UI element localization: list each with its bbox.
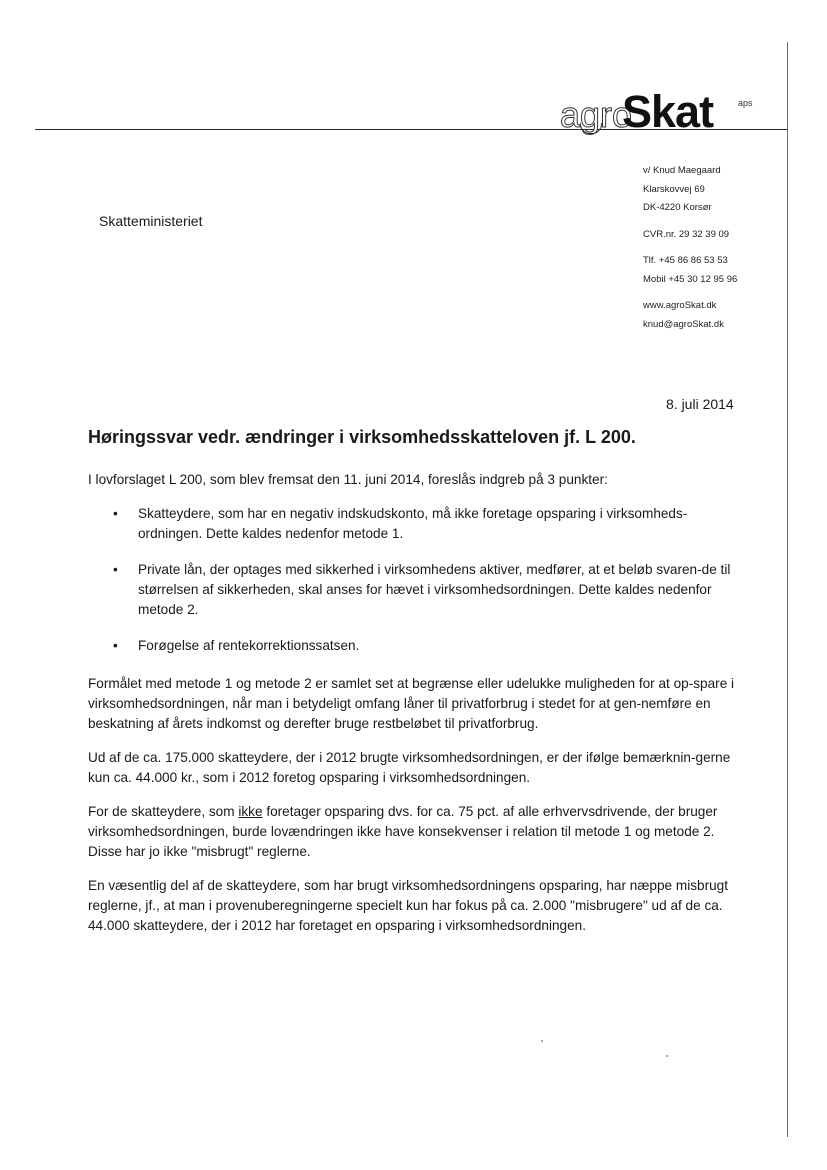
scan-speck: [541, 1040, 543, 1042]
logo-aps: aps: [738, 98, 753, 108]
list-item-text: Skatteydere, som har en negativ indskudskonto, må ikke foretage opsparing i virksomheds-ordningen. Dette kaldes nedenfor metode 1.: [138, 506, 688, 541]
letter-date: 8. juli 2014: [666, 396, 734, 412]
sender-phone: Tlf. +45 86 86 53 53: [643, 255, 728, 266]
intro-paragraph: I lovforslaget L 200, som blev fremsat den 11. juni 2014, foreslås indgreb på 3 punkter:: [88, 472, 608, 487]
paragraph-purpose: Formålet med metode 1 og metode 2 er samlet set at begrænse eller udelukke muligheden for at op-spare i virksomhedsordningen, når man i betydeligt omfang låner til privatforbrug i stedet for at gen-nemføre en beskatning af årets indkomst og derefter bruge restbeløbet til privatforbrug.: [88, 676, 735, 731]
sender-block: [643, 162, 737, 334]
list-item: [88, 560, 748, 620]
list-item: [88, 504, 748, 544]
letter-title: Høringssvar vedr. ændringer i virksomhedsskatteloven jf. L 200.: [88, 427, 636, 447]
bullet-icon: •: [113, 562, 118, 577]
emphasis-ikke: ikke: [238, 804, 263, 819]
list-item-text: Forøgelse af rentekorrektionssatsen.: [138, 638, 360, 653]
sender-email: knud@agroSkat.dk: [643, 318, 724, 330]
bullet-icon: •: [113, 638, 118, 653]
p3-start: For de skatteydere, som: [88, 804, 239, 819]
sender-street: Klarskovvej 69: [643, 183, 705, 195]
paragraph-non-savers: [88, 802, 748, 862]
bullet-icon: •: [113, 506, 118, 521]
sender-city: DK-4220 Korsør: [643, 202, 712, 213]
scan-edge-line: [787, 42, 788, 1137]
recipient: Skatteministeriet: [99, 213, 203, 229]
p3-end: foretager opsparing dvs. for ca. 75 pct. af alle erhvervsdrivende, der bruger virksomhedsordningen, burde lovændringen ikke have konsekvenser i relation til metode 1 og metode 2. Disse har jo ikke "misbrugt" reglerne.: [88, 804, 718, 859]
logo-skat: Skat: [622, 86, 714, 137]
paragraph-misuse: En væsentlig del af de skatteydere, som har brugt virksomhedsordningens opsparing, har næppe misbrugt reglerne, jf., at man i provenuberegningerne specielt kun har fokus på ca. 2.000 "misbrugere" ud af de ca. 44.000 skatteydere, der i 2012 har foretaget en opsparing i virksomhedsordningen.: [88, 878, 729, 933]
sender-cvr: CVR.nr. 29 32 39 09: [643, 228, 730, 240]
proposal-list: [88, 504, 748, 656]
logo-agro: agro: [560, 94, 633, 135]
sender-web: www.agroSkat.dk: [643, 300, 717, 311]
paragraph-statistics: Ud af de ca. 175.000 skatteydere, der i 2012 brugte virksomhedsordningen, er der ifølge bemærknin-gerne kun ca. 44.000 kr., som i 2012 foretog opsparing i virksomhedsordningen.: [88, 750, 731, 785]
letter-body: [88, 470, 748, 950]
list-item-text: Private lån, der optages med sikkerhed i virksomhedens aktiver, medfører, at et beløb svaren-de til størrelsen af sikkerheden, skal anses for hævet i virksomhedsordningen. Dette kaldes nedenfor metode 2.: [138, 562, 731, 617]
list-item: [88, 636, 748, 656]
sender-mobile: Mobil +45 30 12 95 96: [643, 273, 738, 285]
sender-name: v/ Knud Maegaard: [643, 165, 721, 176]
scan-speck: [666, 1055, 668, 1057]
